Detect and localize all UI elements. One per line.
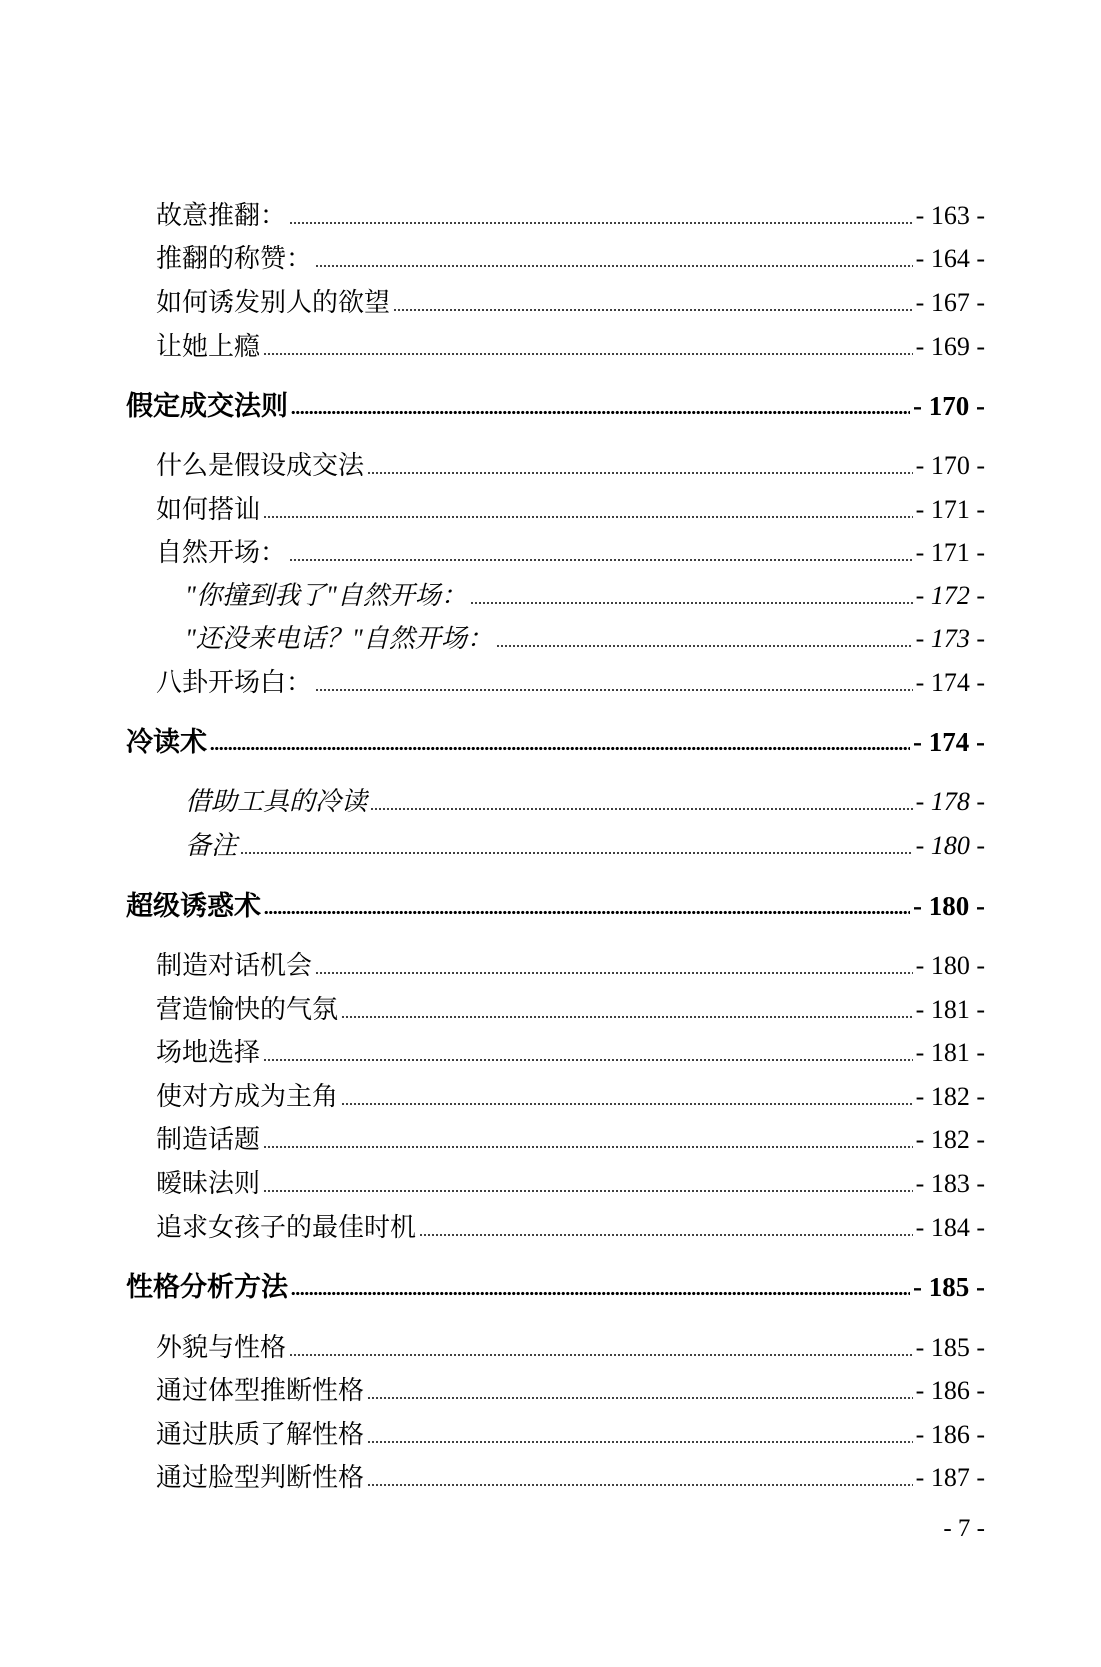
toc-section-entry[interactable] [156,1030,985,1066]
toc-section-entry[interactable] [185,779,985,815]
toc-section-entry[interactable] [156,443,985,479]
toc-entry-title: "还没来电话？"自然开场： [185,624,493,653]
toc-entry-page: - 184 - [915,1213,985,1242]
toc-entry-page: - 186 - [915,1420,985,1449]
toc-entry-page: - 180 - [915,951,985,980]
dot-leader [496,644,913,648]
toc-chapter-entry[interactable] [126,884,985,920]
toc-entry-title: 备注 [185,831,238,860]
toc-entry-title: 暧昧法则 [156,1169,261,1198]
dot-leader [210,746,910,751]
toc-chapter-entry[interactable] [126,1265,985,1301]
toc-entry-title: 外貌与性格 [156,1333,287,1362]
toc-entry-page: - 164 - [915,244,985,273]
toc-section-entry[interactable] [156,193,985,229]
toc-entry-title: 让她上瘾 [156,332,261,361]
dot-leader [341,1015,913,1019]
toc-section-entry[interactable] [156,280,985,316]
dot-leader [291,410,910,415]
toc-entry-page: - 174 - [913,727,985,757]
toc-chapter-entry[interactable] [126,384,985,420]
dot-leader [341,1102,913,1106]
toc-entry-title: 营造愉快的气氛 [156,995,339,1024]
toc-entry-page: - 172 - [915,581,985,610]
dot-leader [263,1189,913,1193]
dot-leader [263,352,913,356]
dot-leader [470,601,913,605]
toc-section-entry[interactable] [156,487,985,523]
toc-entry-title: 制造话题 [156,1125,261,1154]
dot-leader [367,1440,913,1444]
toc-section-entry[interactable] [156,1412,985,1448]
dot-leader [263,515,913,519]
dot-leader [367,1396,913,1400]
toc-section-entry[interactable] [156,660,985,696]
toc-entry-page: - 185 - [913,1272,985,1302]
toc-entry-title: 什么是假设成交法 [156,451,365,480]
toc-entry-title: 八卦开场白： [156,668,313,697]
dot-leader [263,1058,913,1062]
toc-section-entry[interactable] [156,1455,985,1491]
toc-entry-title: 故意推翻： [156,201,287,230]
toc-entry-title: 通过脸型判断性格 [156,1463,365,1492]
toc-entry-page: - 173 - [915,624,985,653]
toc-section-entry[interactable] [156,1161,985,1197]
dot-leader [289,558,913,562]
toc-entry-page: - 180 - [915,831,985,860]
toc-section-entry[interactable] [156,987,985,1023]
toc-entry-page: - 171 - [915,538,985,567]
dot-leader [315,688,913,692]
toc-entry-title: 冷读术 [126,727,207,757]
dot-leader [263,1145,913,1149]
page-number: - 7 - [943,1515,985,1542]
toc-entry-title: 性格分析方法 [126,1272,288,1302]
toc-entry-page: - 187 - [915,1463,985,1492]
toc-entry-page: - 186 - [915,1376,985,1405]
toc-entry-page: - 181 - [915,995,985,1024]
toc-entry-page: - 185 - [915,1333,985,1362]
toc-entry-page: - 171 - [915,495,985,524]
dot-leader [370,807,913,811]
toc-entry-title: 假定成交法则 [126,391,288,421]
toc-entry-page: - 167 - [915,288,985,317]
toc-section-entry[interactable] [156,530,985,566]
dot-leader [393,308,913,312]
toc-entry-page: - 178 - [915,787,985,816]
toc-chapter-entry[interactable] [126,720,985,756]
toc-entry-title: 如何搭讪 [156,495,261,524]
toc-entry-page: - 170 - [915,451,985,480]
dot-leader [264,910,910,915]
toc-section-entry[interactable] [156,1205,985,1241]
toc-entry-title: 通过肤质了解性格 [156,1420,365,1449]
dot-leader [291,1291,910,1296]
toc-entry-page: - 170 - [913,391,985,421]
toc-entry-page: - 163 - [915,201,985,230]
dot-leader [315,264,913,268]
toc-entry-title: 借助工具的冷读 [185,787,368,816]
toc-entry-title: 推翻的称赞： [156,244,313,273]
toc-section-entry[interactable] [156,1074,985,1110]
toc-entry-title: 制造对话机会 [156,951,313,980]
toc-section-entry[interactable] [156,236,985,272]
toc-section-entry[interactable] [156,324,985,360]
toc-section-entry[interactable] [185,823,985,859]
toc-section-entry[interactable] [185,573,985,609]
dot-leader [289,1353,913,1357]
toc-entry-page: - 169 - [915,332,985,361]
dot-leader [289,221,913,225]
toc-section-entry[interactable] [156,1325,985,1361]
dot-leader [240,851,913,855]
toc-entry-page: - 174 - [915,668,985,697]
dot-leader [315,971,913,975]
dot-leader [367,1483,913,1487]
toc-entry-title: 超级诱惑术 [126,891,261,921]
toc-entry-title: 追求女孩子的最佳时机 [156,1213,417,1242]
toc-entry-page: - 182 - [915,1082,985,1111]
toc-section-entry[interactable] [156,943,985,979]
toc-entry-title: 通过体型推断性格 [156,1376,365,1405]
dot-leader [419,1233,913,1237]
toc-entry-title: "你撞到我了"自然开场： [185,581,467,610]
toc-entry-page: - 182 - [915,1125,985,1154]
toc-section-entry[interactable] [185,616,985,652]
toc-entry-title: 自然开场： [156,538,287,567]
toc-entry-title: 场地选择 [156,1038,261,1067]
toc-entry-page: - 181 - [915,1038,985,1067]
toc-entry-page: - 180 - [913,891,985,921]
toc-entry-page: - 183 - [915,1169,985,1198]
toc-entry-title: 如何诱发别人的欲望 [156,288,391,317]
toc-section-entry[interactable] [156,1368,985,1404]
dot-leader [367,471,913,475]
toc-entry-title: 使对方成为主角 [156,1082,339,1111]
toc-section-entry[interactable] [156,1117,985,1153]
